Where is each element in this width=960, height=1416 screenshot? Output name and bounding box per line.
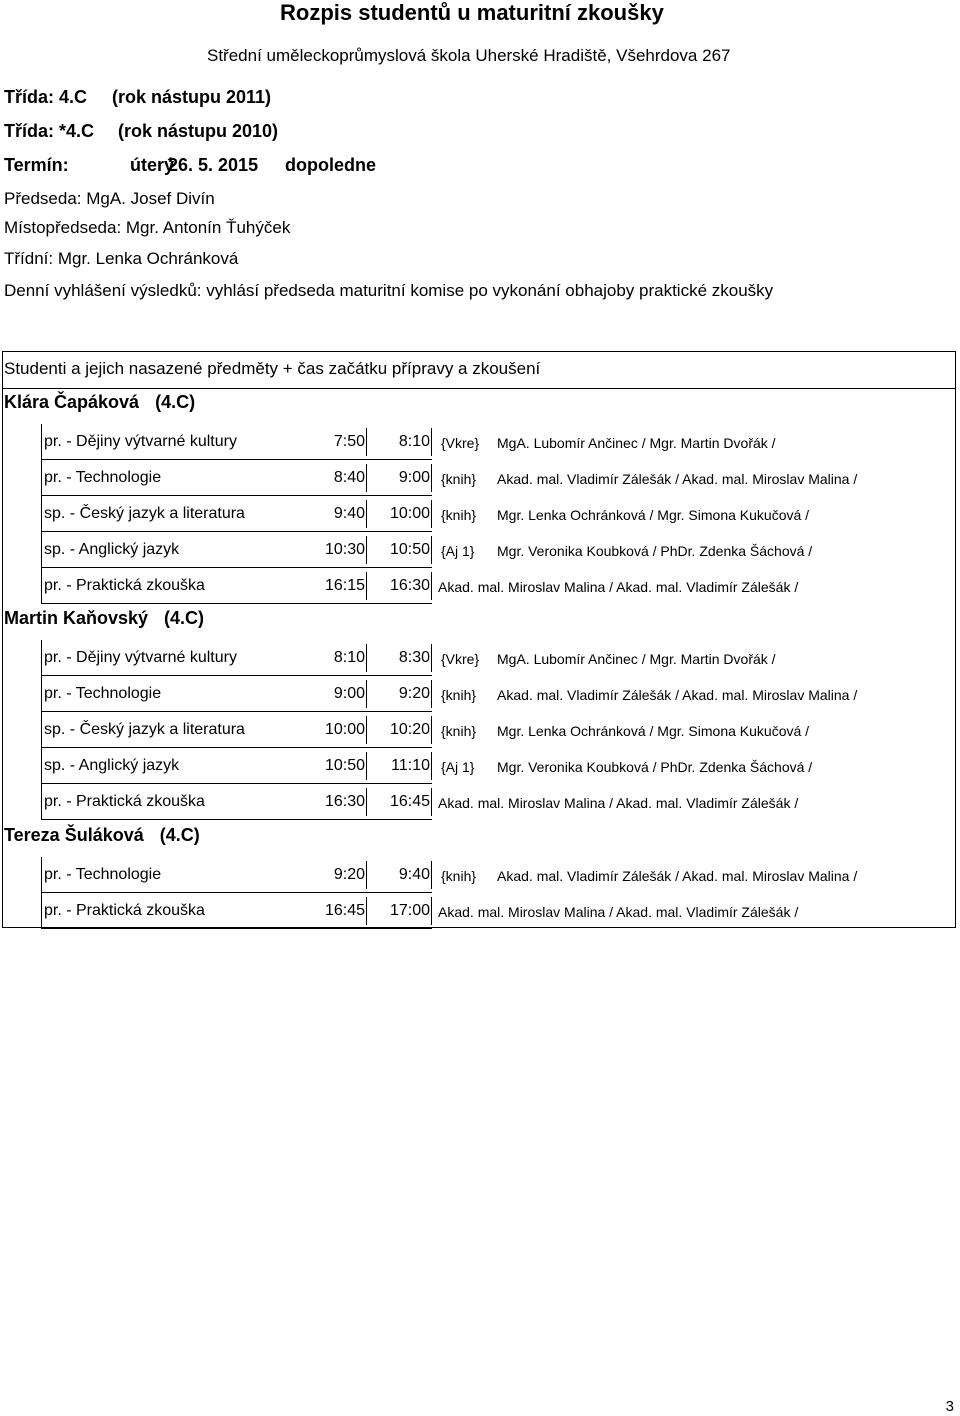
class-label: Třída: *4.C (4, 121, 95, 141)
prep-start-time: 9:00 (333, 685, 365, 702)
exam-start-time: 9:00 (398, 469, 430, 486)
column-separator (431, 644, 432, 672)
exam-start-time: 10:00 (389, 505, 430, 522)
prep-start-time: 8:10 (333, 649, 365, 666)
student-class: (4.C) (164, 608, 205, 628)
subject: pr. - Praktická zkouška (44, 902, 205, 919)
subject: pr. - Technologie (44, 866, 162, 883)
results-note: Denní vyhlášení výsledků: vyhlásí předseda maturitní komise po vykonání obhajoby praktické zkoušky (4, 281, 774, 300)
column-separator (366, 788, 367, 816)
table-row (42, 460, 956, 496)
divider (2, 388, 956, 389)
exam-start-time: 8:10 (398, 433, 430, 450)
column-separator (366, 644, 367, 672)
column-separator (366, 428, 367, 456)
class-teacher: Třídní: Mgr. Lenka Ochránková (4, 249, 239, 268)
column-separator (431, 752, 432, 780)
examiners: Mgr. Veronika Koubková / PhDr. Zdenka Šáchová / (497, 759, 813, 775)
student-name (4, 608, 204, 629)
school-name: Střední uměleckoprůmyslová škola Uherské Hradiště, Všehrdova 267 (207, 46, 731, 65)
subject: sp. - Anglický jazyk (44, 757, 180, 774)
chair: Předseda: MgA. Josef Divín (4, 189, 215, 208)
examiners: Akad. mal. Miroslav Malina / Akad. mal. Vladimír Zálešák / (438, 795, 799, 811)
class-line-2 (4, 121, 279, 142)
column-separator (366, 752, 367, 780)
subject: pr. - Dějiny výtvarné kultury (44, 649, 237, 666)
term-label: Termín: (4, 155, 69, 175)
vice-chair: Místopředseda: Mgr. Antonín Ťuhýček (4, 218, 291, 237)
subject: pr. - Dějiny výtvarné kultury (44, 433, 237, 450)
room-code: {Aj 1} (441, 759, 475, 775)
subject: pr. - Technologie (44, 685, 162, 702)
student-name (4, 825, 200, 846)
room-code: {knih} (441, 507, 477, 523)
column-separator (366, 716, 367, 744)
prep-start-time: 9:20 (333, 866, 365, 883)
prep-start-time: 9:40 (333, 505, 365, 522)
room-code: {knih} (441, 687, 477, 703)
class-year: (rok nástupu 2010) (118, 121, 279, 141)
subject: pr. - Praktická zkouška (44, 793, 205, 810)
examiners: MgA. Lubomír Ančinec / Mgr. Martin Dvořák / (497, 435, 776, 451)
student-class: (4.C) (155, 392, 196, 412)
term-day: úterý (130, 155, 175, 175)
table-row (42, 424, 956, 460)
schedule-title: Studenti a jejich nasazené předměty + čas začátku přípravy a zkoušení (4, 359, 541, 378)
examiners: Mgr. Veronika Koubková / PhDr. Zdenka Šáchová / (497, 543, 813, 559)
page-number: 3 (945, 1398, 954, 1415)
exam-start-time: 17:00 (389, 902, 430, 919)
term-line (4, 155, 424, 179)
column-separator (431, 572, 432, 600)
table-row (42, 676, 956, 712)
examiners: Akad. mal. Vladimír Zálešák / Akad. mal. Miroslav Malina / (497, 868, 858, 884)
examiners: Akad. mal. Vladimír Zálešák / Akad. mal. Miroslav Malina / (497, 687, 858, 703)
student-name-text: Martin Kaňovský (4, 608, 149, 628)
exam-start-time: 11:10 (391, 757, 430, 774)
class-line-1 (4, 87, 272, 108)
examiners: Akad. mal. Miroslav Malina / Akad. mal. Vladimír Zálešák / (438, 579, 799, 595)
column-separator (431, 428, 432, 456)
term-part: dopoledne (285, 155, 376, 175)
table-row (42, 496, 956, 532)
prep-start-time: 10:00 (324, 721, 365, 738)
subject: sp. - Český jazyk a literatura (44, 505, 245, 522)
room-code: {Vkre} (441, 651, 480, 667)
class-label: Třída: 4.C (4, 87, 88, 107)
table-row (42, 857, 956, 893)
column-separator (431, 464, 432, 492)
column-separator (366, 680, 367, 708)
exam-start-time: 16:45 (389, 793, 430, 810)
room-code: {Vkre} (441, 435, 480, 451)
column-separator (431, 500, 432, 528)
examiners: Mgr. Lenka Ochránková / Mgr. Simona Kukučová / (497, 723, 810, 739)
column-separator (366, 572, 367, 600)
table-row (42, 568, 956, 604)
term-date: 26. 5. 2015 (168, 155, 259, 175)
room-code: {knih} (441, 471, 477, 487)
student-class: (4.C) (159, 825, 200, 845)
exam-start-time: 10:20 (389, 721, 430, 738)
examiners: Akad. mal. Miroslav Malina / Akad. mal. Vladimír Zálešák / (438, 904, 799, 920)
column-separator (431, 536, 432, 564)
room-code: {Aj 1} (441, 543, 475, 559)
row-underline (42, 819, 432, 820)
column-separator (366, 500, 367, 528)
table-row (42, 532, 956, 568)
table-row (42, 712, 956, 748)
student-name-text: Klára Čapáková (4, 392, 140, 412)
subject: sp. - Anglický jazyk (44, 541, 180, 558)
prep-start-time: 16:30 (324, 793, 365, 810)
room-code: {knih} (441, 723, 477, 739)
exam-start-time: 9:20 (398, 685, 430, 702)
subject: pr. - Praktická zkouška (44, 577, 205, 594)
student-name-text: Tereza Šuláková (4, 825, 144, 845)
table-row (42, 893, 956, 929)
examiners: MgA. Lubomír Ančinec / Mgr. Martin Dvořák / (497, 651, 776, 667)
table-row (42, 748, 956, 784)
row-underline (42, 928, 432, 929)
class-year: (rok nástupu 2011) (112, 87, 272, 107)
student-name (4, 392, 195, 413)
prep-start-time: 7:50 (333, 433, 365, 450)
column-separator (366, 861, 367, 889)
prep-start-time: 10:50 (324, 757, 365, 774)
room-code: {knih} (441, 868, 477, 884)
subject: sp. - Český jazyk a literatura (44, 721, 245, 738)
table-row (42, 784, 956, 820)
prep-start-time: 16:15 (324, 577, 365, 594)
prep-start-time: 8:40 (333, 469, 365, 486)
column-separator (431, 861, 432, 889)
column-separator (366, 897, 367, 925)
column-separator (431, 716, 432, 744)
exam-start-time: 16:30 (389, 577, 430, 594)
examiners: Akad. mal. Vladimír Zálešák / Akad. mal. Miroslav Malina / (497, 471, 858, 487)
prep-start-time: 16:45 (324, 902, 365, 919)
column-separator (366, 464, 367, 492)
exam-start-time: 8:30 (398, 649, 430, 666)
table-row (42, 640, 956, 676)
column-separator (431, 680, 432, 708)
subject: pr. - Technologie (44, 469, 162, 486)
column-separator (431, 788, 432, 816)
row-underline (42, 603, 432, 604)
column-separator (431, 897, 432, 925)
examiners: Mgr. Lenka Ochránková / Mgr. Simona Kukučová / (497, 507, 810, 523)
exam-start-time: 9:40 (398, 866, 430, 883)
exam-start-time: 10:50 (389, 541, 430, 558)
prep-start-time: 10:30 (324, 541, 365, 558)
column-separator (366, 536, 367, 564)
